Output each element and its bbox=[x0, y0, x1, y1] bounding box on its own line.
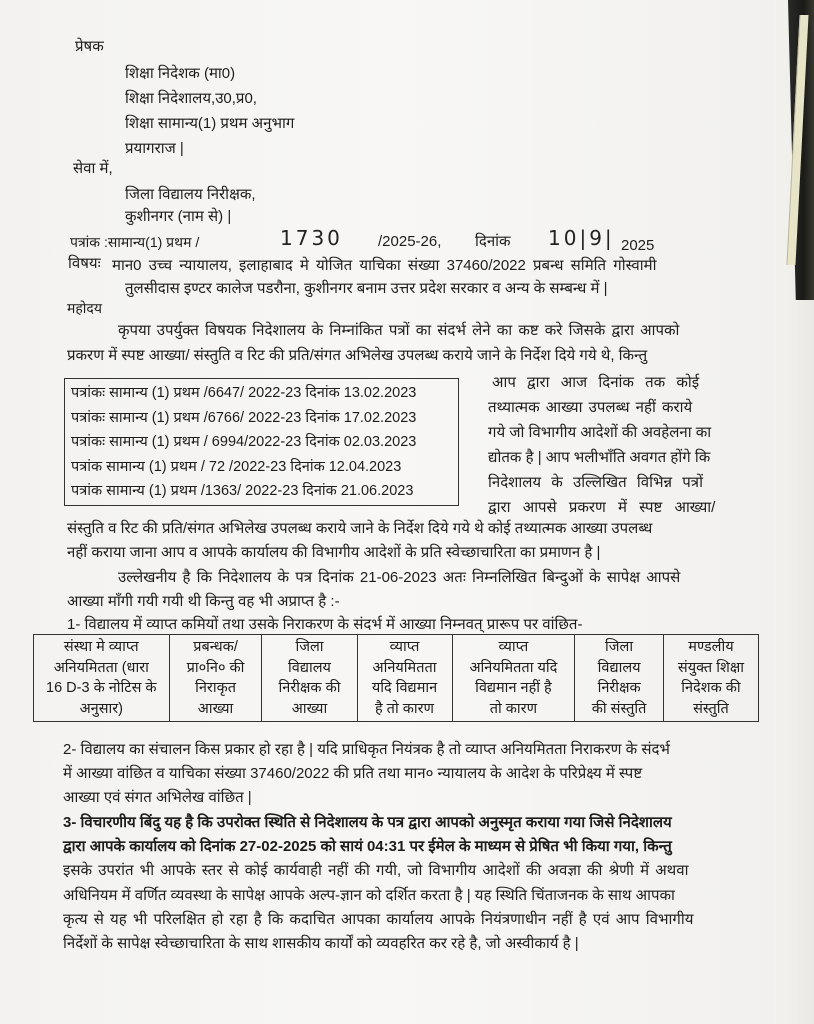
reference-letter: पत्रांक सामान्य (1) प्रथम / 72 /2022-23 दिनांक 12.04.2023 bbox=[71, 458, 402, 475]
header-text: व्याप्त bbox=[389, 639, 420, 655]
header-text: संस्तुति bbox=[693, 700, 729, 717]
header-text: निरीक्षक bbox=[597, 680, 641, 696]
header-text: व्याप्त bbox=[498, 639, 529, 655]
letter-ref-year: /2025-26, bbox=[378, 233, 442, 250]
header-text: निदेशक की bbox=[681, 680, 741, 696]
table-header-cell bbox=[452, 635, 575, 722]
header-text: तो कारण bbox=[489, 700, 538, 717]
sender-label: प्रेषक bbox=[75, 38, 104, 55]
header-text: आख्या bbox=[291, 700, 328, 717]
header-text: 16 D-3 के नोटिस के bbox=[46, 680, 157, 696]
header-text: अनियमितता यदि bbox=[469, 659, 558, 676]
table-header-row bbox=[34, 635, 759, 722]
sender-line: शिक्षा सामान्य(1) प्रथम अनुभाग bbox=[125, 115, 295, 132]
header-text: निरीक्षक की bbox=[278, 680, 341, 696]
point3-line: कृत्य से यह भी परिलक्षित हो रहा है कि कदाचित आपका कार्यालय आपके नियंत्रणाधीन नहीं है एवं आप विभागीय bbox=[63, 911, 694, 928]
subject-line: मान0 उच्च न्यायालय, इलाहाबाद मे योजित याचिका संख्या 37460/2022 प्रबन्ध समिति गोस्वामी bbox=[112, 257, 657, 274]
reference-letter: पत्रांक सामान्य (1) प्रथम /1363/ 2022-23 दिनांक 21.06.2023 bbox=[71, 483, 414, 499]
header-text: निराकृत bbox=[195, 680, 236, 696]
header-text: विद्यालय bbox=[288, 659, 331, 676]
required-report-format-table bbox=[33, 634, 759, 722]
header-text: आख्या bbox=[197, 700, 234, 717]
header-text: अनियमितता (धारा bbox=[53, 659, 149, 676]
point3-line: इसके उपरांत भी आपके स्तर से कोई कार्यवाही नहीं की गयी, जो विभागीय आदेशों की अवज्ञा की श्रेणी में अथवा bbox=[63, 862, 689, 879]
subject-line: तुलसीदास इण्टर कालेज पडरौना, कुशीनगर बनाम उत्तर प्रदेश सरकार व अन्य के सम्बन्ध में | bbox=[125, 280, 608, 297]
recipient-line: कुशीनगर (नाम से) | bbox=[125, 208, 232, 225]
para1-cont-line: नहीं कराया जाना आप व आपके कार्यालय की विभागीय आदेशों के प्रति स्वेच्छाचारिता का प्रमाणन है | bbox=[67, 544, 601, 561]
sender-line: शिक्षा निदेशालय,उ0,प्र0, bbox=[125, 90, 257, 107]
header-text: विद्यालय bbox=[597, 659, 641, 676]
header-text: संयुक्त शिक्षा bbox=[677, 659, 744, 676]
letter-ref-prefix: पत्रांक :सामान्य(1) प्रथम / bbox=[70, 234, 200, 250]
para1-cont-line: संस्तुति व रिट की प्रति/संगत अभिलेख उपलब्ध कराये जाने के निर्देश दिये गये थे कोई तथ्यात्मक आख्या उपलब्ध bbox=[67, 520, 653, 537]
letter-date-handwritten: 10|9| bbox=[548, 226, 615, 250]
sender-line: शिक्षा निदेशक (मा0) bbox=[125, 65, 236, 82]
sender-line: प्रयागराज | bbox=[125, 140, 184, 157]
point3-line: अधिनियम में वर्णित व्यवस्था के सापेक्ष आपके अल्प-ज्ञान को दर्शित करता है | यह स्थिति चिंताजनक के साथ आपका bbox=[63, 887, 675, 904]
table-header-cell bbox=[357, 635, 452, 722]
point3-line: 3- विचारणीय बिंदु यह है कि उपरोक्त स्थिति से निदेशालय के पत्र द्वारा आपको अनुस्मृत कराया गया जिसे निदेशालय bbox=[63, 814, 672, 831]
header-text: संस्था मे व्याप्त bbox=[63, 639, 139, 655]
header-text: मण्डलीय bbox=[688, 639, 734, 655]
header-text: है तो कारण bbox=[374, 700, 435, 717]
header-text: जिला bbox=[605, 639, 634, 655]
letter-number-handwritten: 1730 bbox=[280, 226, 343, 250]
header-text: यदि विद्यमान bbox=[371, 680, 438, 696]
table-header-cell bbox=[575, 635, 664, 722]
letter-date-year: 2025 bbox=[621, 237, 655, 254]
point3-line: द्वारा आपके कार्यालय को दिनांक 27-02-2025 को सायं 04:31 पर ईमेल के माध्यम से प्रेषित भी किया गया, किन्तु bbox=[63, 838, 672, 855]
header-text: अनुसार) bbox=[79, 700, 124, 717]
reference-letter: पत्रांकः सामान्य (1) प्रथम /6647/ 2022-23 दिनांक 13.02.2023 bbox=[71, 385, 417, 401]
side-text-line: तथ्यात्मक आख्या उपलब्ध नहीं कराये bbox=[488, 399, 693, 416]
point3-line: निर्देशों के सापेक्ष स्वेच्छाचारिता के साथ शासकीय कार्यों को व्यवहरित कर रहे है, जो अस्वीकार्य है | bbox=[63, 935, 579, 952]
letter-date-label: दिनांक bbox=[475, 233, 511, 250]
point2-line: आख्या एवं संगत अभिलेख वांछित | bbox=[63, 789, 252, 806]
side-text-line: द्योतक है | आप भलीभाँति अवगत होंगे कि bbox=[488, 449, 711, 466]
header-text: की संस्तुति bbox=[591, 700, 647, 717]
para2-line: उल्लेखनीय है कि निदेशालय के पत्र दिनांक 21-06-2023 अतः निम्नलिखित बिन्दुओं के सापेक्ष आपसे bbox=[118, 569, 681, 586]
table-header-cell bbox=[169, 635, 262, 722]
subject-label: विषयः bbox=[68, 255, 101, 272]
side-text-line: गये जो विभागीय आदेशों की अवहेलना का bbox=[488, 424, 712, 441]
table-header-cell bbox=[34, 635, 170, 722]
header-text: प्रा०नि० की bbox=[186, 659, 245, 676]
reference-letters-box bbox=[64, 378, 459, 506]
recipient-label: सेवा में, bbox=[73, 160, 113, 177]
salutation: महोदय bbox=[67, 300, 102, 316]
reference-letter: पत्रांकः सामान्य (1) प्रथम /6766/ 2022-23 दिनांक 17.02.2023 bbox=[71, 409, 417, 426]
header-text: प्रबन्धक/ bbox=[193, 639, 238, 655]
point2-line: 2- विद्यालय का संचालन किस प्रकार हो रहा है | यदि प्राधिकृत नियंत्रक है तो व्याप्त अनियमितता निराकरण के संदर्भ bbox=[63, 741, 670, 758]
point1-text: 1- विद्यालय में व्याप्त कमियों तथा उसके निराकरण के संदर्भ में आख्या निम्नवत् प्रारूप पर वांछित- bbox=[67, 616, 583, 633]
para1-line: कृपया उपर्युक्त विषयक निदेशालय के निम्नांकित पत्रों का संदर्भ लेने का कष्ट करे जिसके द्वारा आपको bbox=[118, 322, 680, 339]
para2-line: आख्या माँगी गयी गयी थी किन्तु वह भी अप्राप्त है :- bbox=[67, 593, 340, 610]
header-text: जिला bbox=[295, 639, 324, 655]
para1-line: प्रकरण में स्पष्ट आख्या/ संस्तुति व रिट की प्रति/संगत अभिलेख उपलब्ध कराये जाने के निर्देश दिये गये थे, किन्तु bbox=[67, 347, 648, 364]
table-header-cell bbox=[262, 635, 357, 722]
side-text-line: आप द्वारा आज दिनांक तक कोई bbox=[492, 374, 700, 391]
recipient-line: जिला विद्यालय निरीक्षक, bbox=[125, 186, 256, 203]
header-text: विद्यमान नहीं है bbox=[475, 680, 552, 696]
header-text: अनियमितता bbox=[372, 659, 437, 676]
reference-letter: पत्रांकः सामान्य (1) प्रथम / 6994/2022-23 दिनांक 02.03.2023 bbox=[71, 434, 417, 450]
side-text-line: निदेशालय के उल्लिखित विभिन्न पत्रों bbox=[488, 474, 703, 491]
side-text-line: द्वारा आपसे प्रकरण में स्पष्ट आख्या/ bbox=[488, 499, 716, 516]
table-header-cell bbox=[663, 635, 758, 722]
point2-line: में आख्या वांछित व याचिका संख्या 37460/2022 की प्रति तथा मान० न्यायालय के आदेश के परिप्रेक्ष्य में स्पष्ट bbox=[63, 765, 643, 782]
